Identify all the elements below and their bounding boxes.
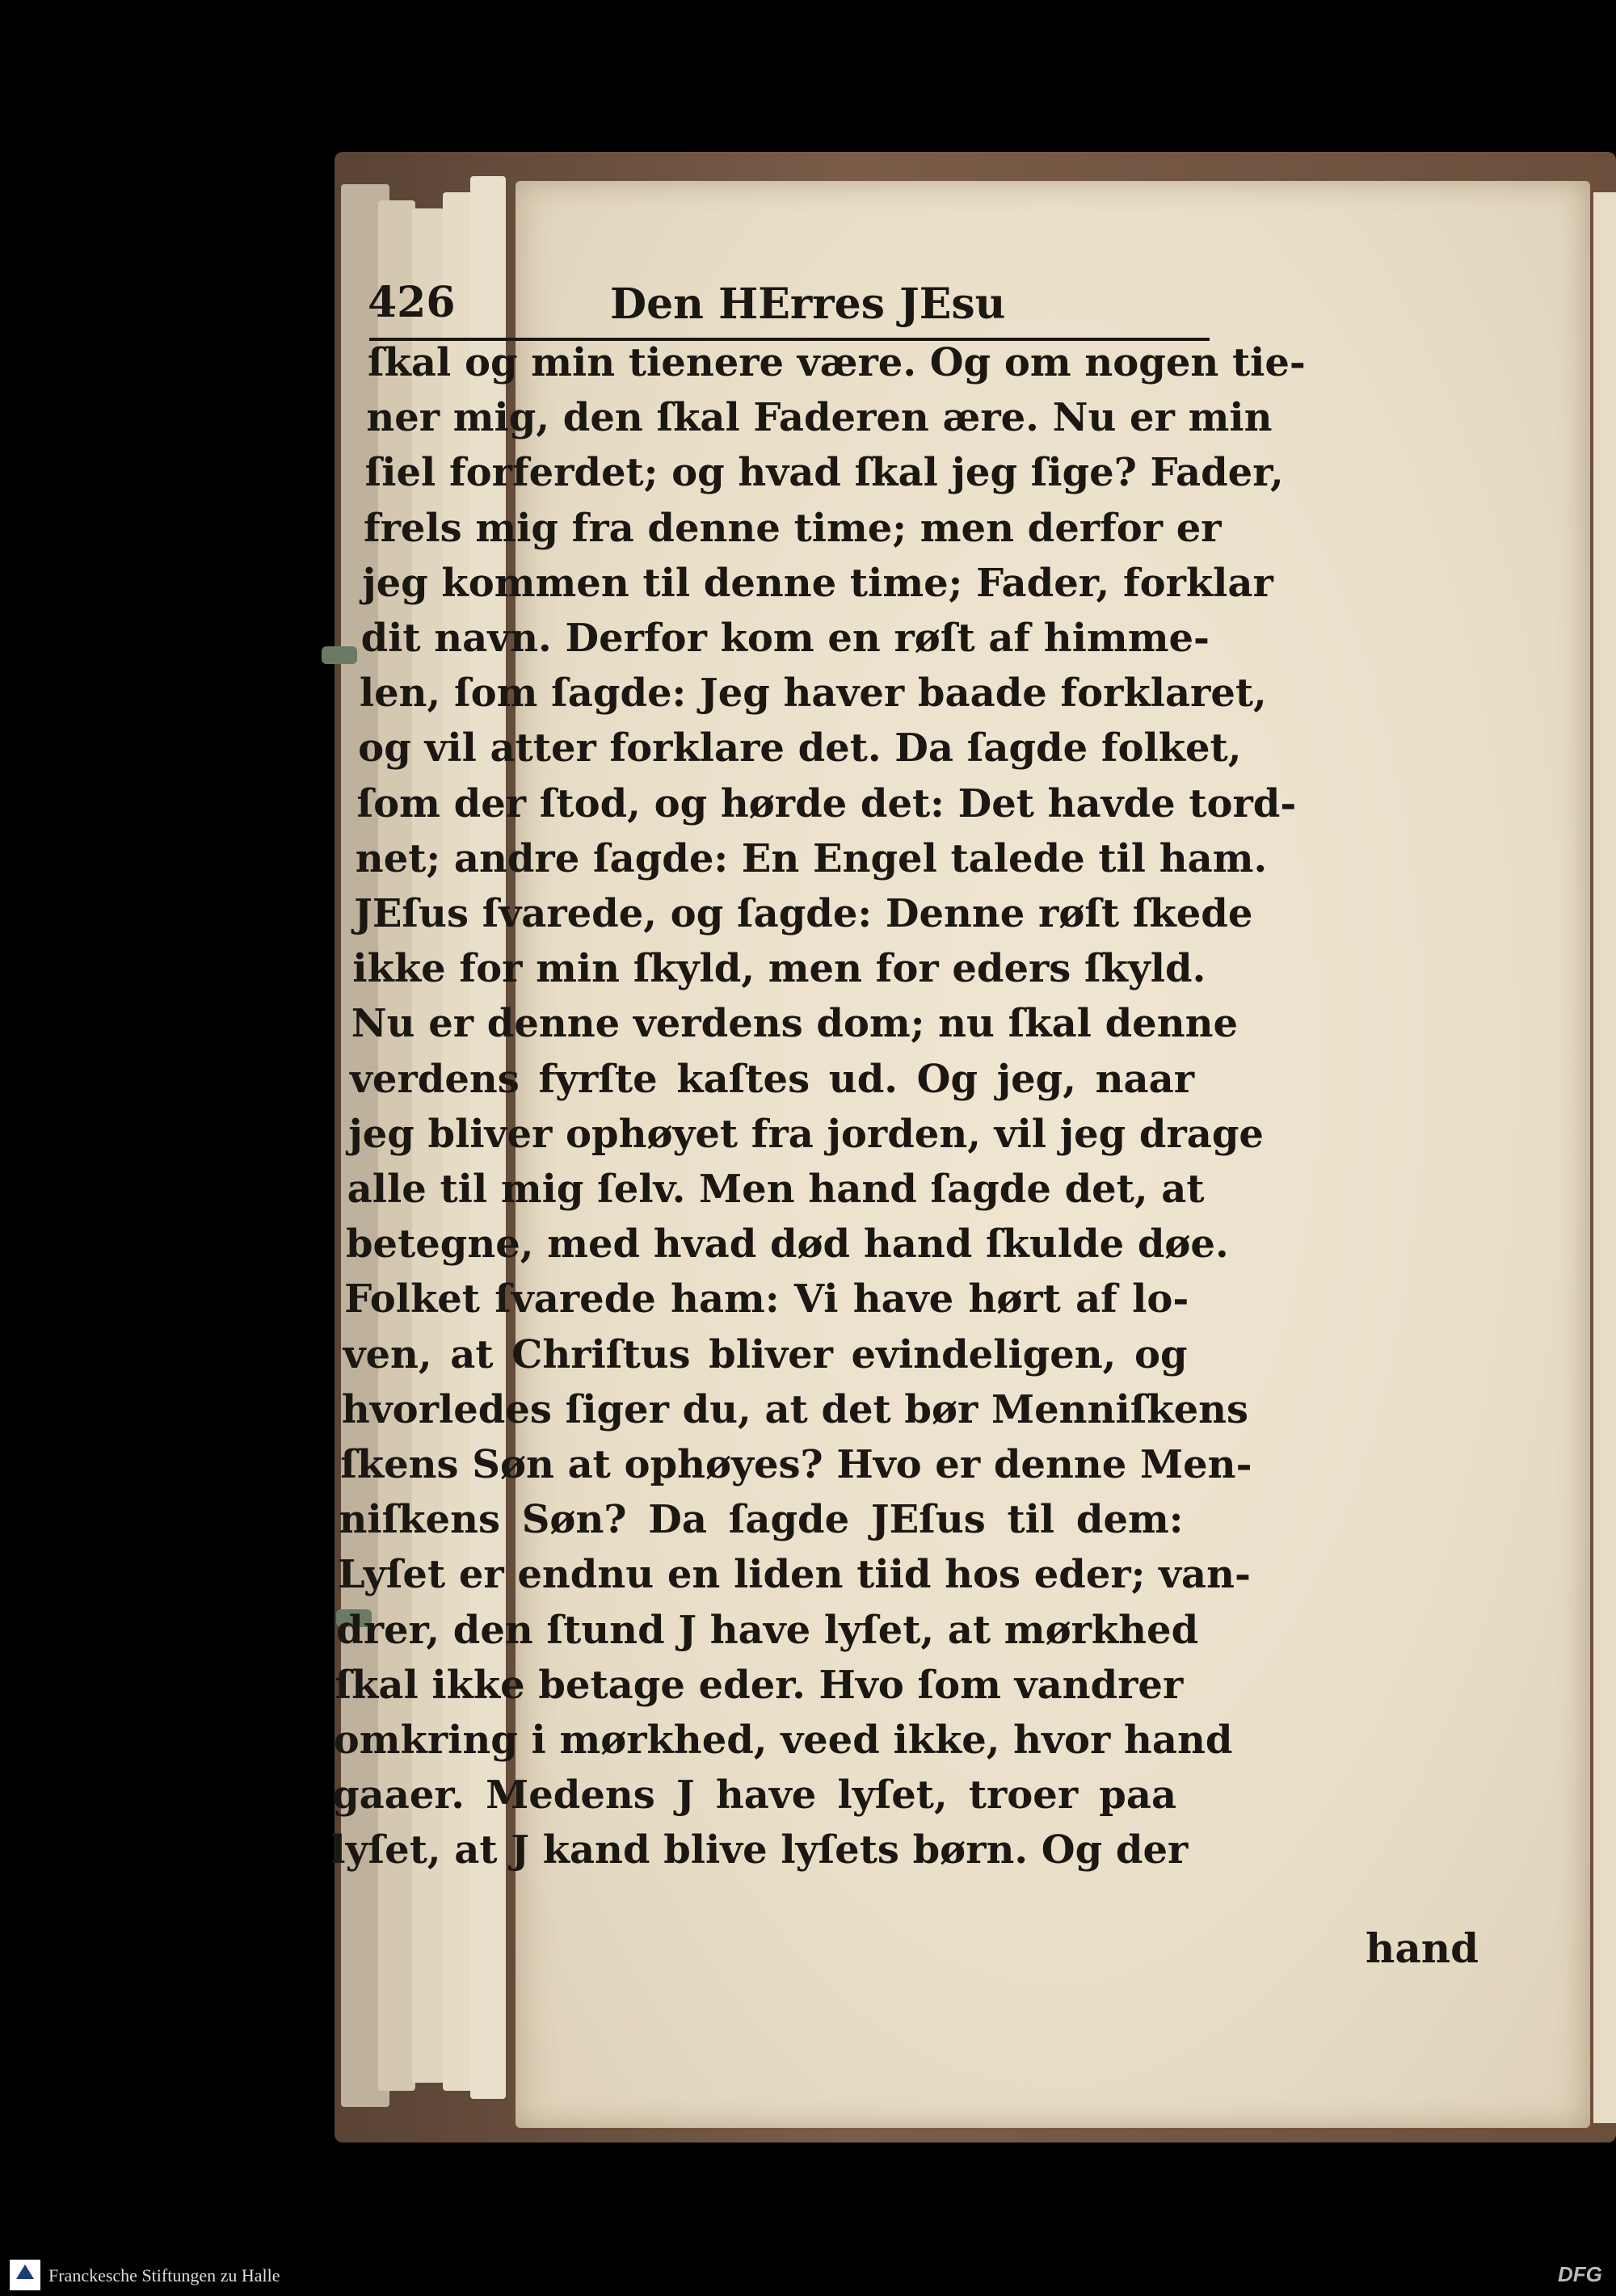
book-clasp [322, 646, 357, 664]
text-line: og vil atter forklare det. Da ſagde folket, [358, 725, 1242, 772]
page-number: 426 [368, 278, 456, 327]
text-line: lyſet, at J kand blive lyſets børn. Og der [330, 1827, 1189, 1873]
text-line: betegne, med hvad død hand ſkulde døe. [345, 1222, 1229, 1268]
text-line: jeg bliver ophøyet fra jorden, vil jeg drage [348, 1111, 1264, 1157]
text-line: ſkal ikke betage eder. Hvo ſom vandrer [335, 1662, 1184, 1708]
text-line: ſkens Søn at ophøyes? Hvo er denne Men- [340, 1442, 1252, 1487]
institution-logo-icon [10, 2260, 40, 2290]
running-head-title: Den HErres JEsu [610, 280, 1006, 329]
dfg-brand: DFG [1558, 2262, 1602, 2286]
text-line: net; andre ſagde: En Engel talede til ham. [355, 835, 1268, 881]
text-line: Folket ſvarede ham: Vi have hørt af lo- [344, 1276, 1189, 1323]
catchword: hand [1366, 1924, 1479, 1972]
text-line: hvorledes ſiger du, at det bør Menniſkens [341, 1386, 1249, 1432]
text-line: ſom der ſtod, og hørde det: Det havde tord- [356, 780, 1297, 826]
text-line: JEſus ſvarede, og ſagde: Denne røſt ſkede [354, 891, 1253, 936]
text-line: ſiel forferdet; og hvad ſkal jeg ſige? Fader, [364, 450, 1284, 496]
text-line: Lyſet er endnu en liden tiid hos eder; van- [337, 1552, 1251, 1598]
text-line: gaaer. Medens J have lyſet, troer paa [332, 1772, 1177, 1819]
text-line: frels mig fra denne time; men derfor er [363, 505, 1222, 551]
text-line: drer, den ſtund J have lyſet, at mørkhed [336, 1607, 1199, 1653]
text-line: ven, at Chriſtus bliver evindeligen, og [343, 1331, 1188, 1377]
text-line: niſkens Søn? Da ſagde JEſus til dem: [339, 1497, 1184, 1543]
text-line: verdens fyrſte kaſtes ud. Og jeg, naar [350, 1056, 1195, 1102]
institution-name: Franckesche Stiftungen zu Halle [48, 2265, 280, 2285]
text-line: dit navn. Derfor kom en røſt af himme- [360, 616, 1210, 661]
logo-mark-icon [16, 2264, 34, 2279]
text-line: omkring i mørkhed, veed ikke, hvor hand [333, 1718, 1233, 1763]
text-line: ſkal og min tienere være. Og om nogen tie- [368, 340, 1306, 385]
text-line: ner mig, den ſkal Faderen ære. Nu er min [366, 395, 1273, 441]
next-leaf-edge [1593, 192, 1616, 2123]
text-line: len, ſom ſagde: Jeg haver baade forklaret, [359, 671, 1267, 717]
text-line: alle til mig ſelv. Men hand ſagde det, at [347, 1167, 1205, 1212]
text-line: ikke for min ſkyld, men for eders ſkyld. [352, 946, 1206, 992]
text-line: Nu er denne verdens dom; nu ſkal denne [351, 1001, 1239, 1047]
text-line: jeg kommen til denne time; Fader, forklar [362, 560, 1273, 606]
